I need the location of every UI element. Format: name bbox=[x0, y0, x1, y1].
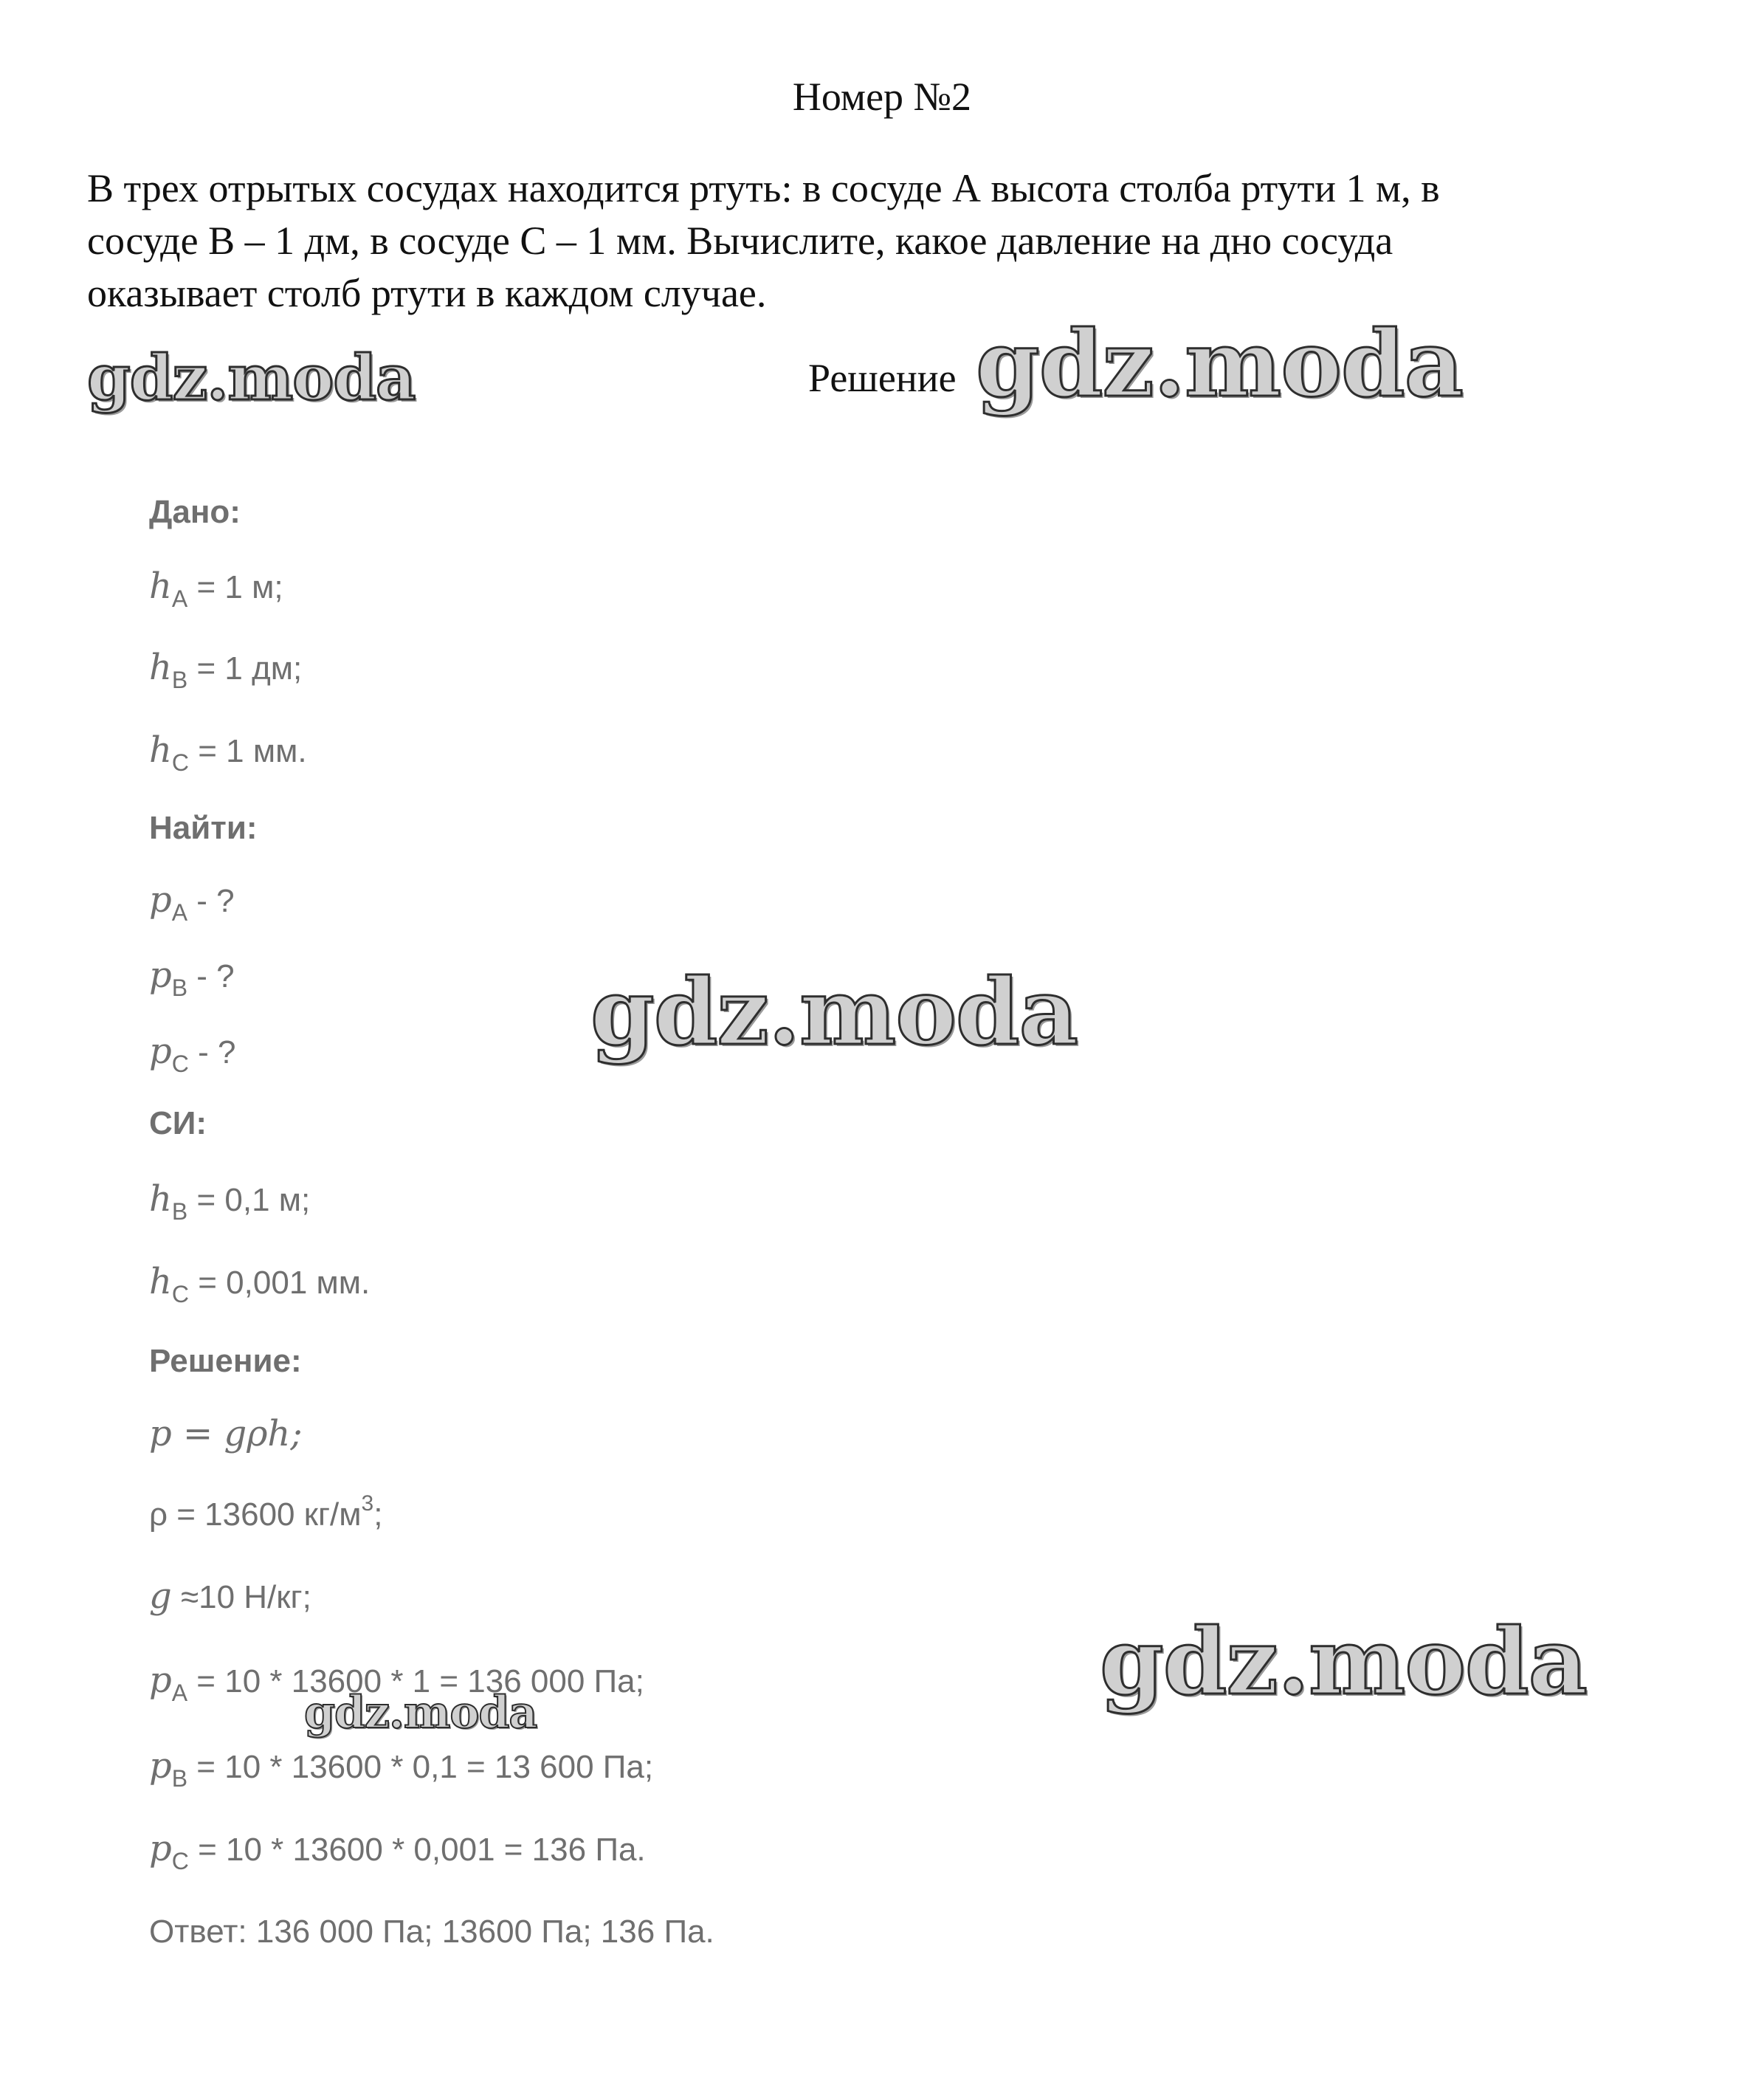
value: = 10 * 13600 * 1 = 136 000 Па; bbox=[187, 1663, 644, 1699]
subscript: A bbox=[171, 899, 188, 926]
solution-label: Решение bbox=[808, 356, 957, 400]
density-text: ρ = 13600 кг/м bbox=[149, 1496, 362, 1533]
variable: h bbox=[149, 565, 172, 607]
variable: h bbox=[149, 1261, 172, 1302]
subscript: C bbox=[171, 1051, 189, 1077]
given-item bbox=[149, 565, 283, 612]
punctuation: ; bbox=[373, 1496, 383, 1533]
watermark: gdz.moda bbox=[976, 311, 1463, 418]
variable: h bbox=[149, 647, 172, 688]
watermark: gdz.moda bbox=[304, 1687, 537, 1739]
gravity-line bbox=[149, 1575, 311, 1617]
value: = 10 * 13600 * 0,001 = 136 Па. bbox=[188, 1832, 646, 1868]
subscript: A bbox=[171, 585, 188, 612]
variable: p bbox=[149, 1745, 172, 1787]
si-heading: СИ: bbox=[149, 1105, 207, 1141]
find-item bbox=[149, 955, 235, 1001]
find-item bbox=[149, 879, 235, 926]
subscript: C bbox=[171, 1281, 190, 1307]
value: = 1 мм. bbox=[189, 733, 307, 769]
given-item bbox=[149, 647, 303, 693]
find-heading: Найти: bbox=[149, 810, 258, 846]
watermark: gdz.moda bbox=[87, 341, 416, 414]
watermark: gdz.moda bbox=[590, 959, 1078, 1066]
subscript: B bbox=[171, 667, 188, 693]
problem-line: В трех отрытых сосудах находится ртуть: в сосуде А высота столба ртути 1 м, в bbox=[87, 166, 1440, 210]
variable: h bbox=[149, 1178, 172, 1220]
value: = 10 * 13600 * 0,1 = 13 600 Па; bbox=[187, 1749, 654, 1785]
value: ≈10 Н/кг; bbox=[171, 1579, 311, 1615]
subscript: B bbox=[171, 1198, 188, 1225]
problem-line: оказывает столб ртути в каждом случае. bbox=[87, 271, 767, 315]
find-item bbox=[149, 1031, 236, 1077]
si-item bbox=[149, 1261, 371, 1307]
density-line bbox=[149, 1491, 383, 1533]
problem-line: сосуде В – 1 дм, в сосуде С – 1 мм. Вычислите, какое давление на дно сосуда bbox=[87, 219, 1393, 263]
watermark: gdz.moda bbox=[1100, 1609, 1587, 1716]
solution-heading: Решение: bbox=[149, 1343, 302, 1379]
subscript: C bbox=[171, 1848, 189, 1874]
problem-statement bbox=[87, 162, 1696, 320]
result-line bbox=[149, 1828, 646, 1874]
value: = 1 дм; bbox=[187, 650, 303, 687]
variable: g bbox=[149, 1575, 172, 1617]
variable: p bbox=[149, 1660, 172, 1701]
variable: p bbox=[149, 1828, 172, 1869]
value: - ? bbox=[188, 1034, 236, 1070]
subscript: B bbox=[171, 974, 188, 1001]
page-title: Номер №2 bbox=[792, 75, 972, 119]
given-item bbox=[149, 729, 307, 776]
result-line bbox=[149, 1745, 654, 1792]
value: = 1 м; bbox=[187, 569, 283, 605]
variable: p bbox=[149, 1031, 172, 1072]
given-heading: Дано: bbox=[149, 494, 241, 530]
answer-line: Ответ: 136 000 Па; 13600 Па; 136 Па. bbox=[149, 1914, 714, 1950]
value: - ? bbox=[187, 958, 235, 994]
si-item bbox=[149, 1178, 311, 1225]
variable: h bbox=[149, 729, 172, 771]
variable: p bbox=[149, 955, 172, 996]
value: = 0,1 м; bbox=[187, 1182, 311, 1218]
subscript: A bbox=[171, 1680, 188, 1706]
value: = 0,001 мм. bbox=[189, 1265, 371, 1301]
subscript: B bbox=[171, 1765, 188, 1792]
formula-text: p = gρh; bbox=[149, 1413, 303, 1454]
superscript: 3 bbox=[361, 1491, 374, 1516]
value: - ? bbox=[187, 883, 235, 919]
variable: p bbox=[149, 879, 172, 921]
subscript: C bbox=[171, 749, 190, 776]
formula bbox=[149, 1413, 303, 1454]
